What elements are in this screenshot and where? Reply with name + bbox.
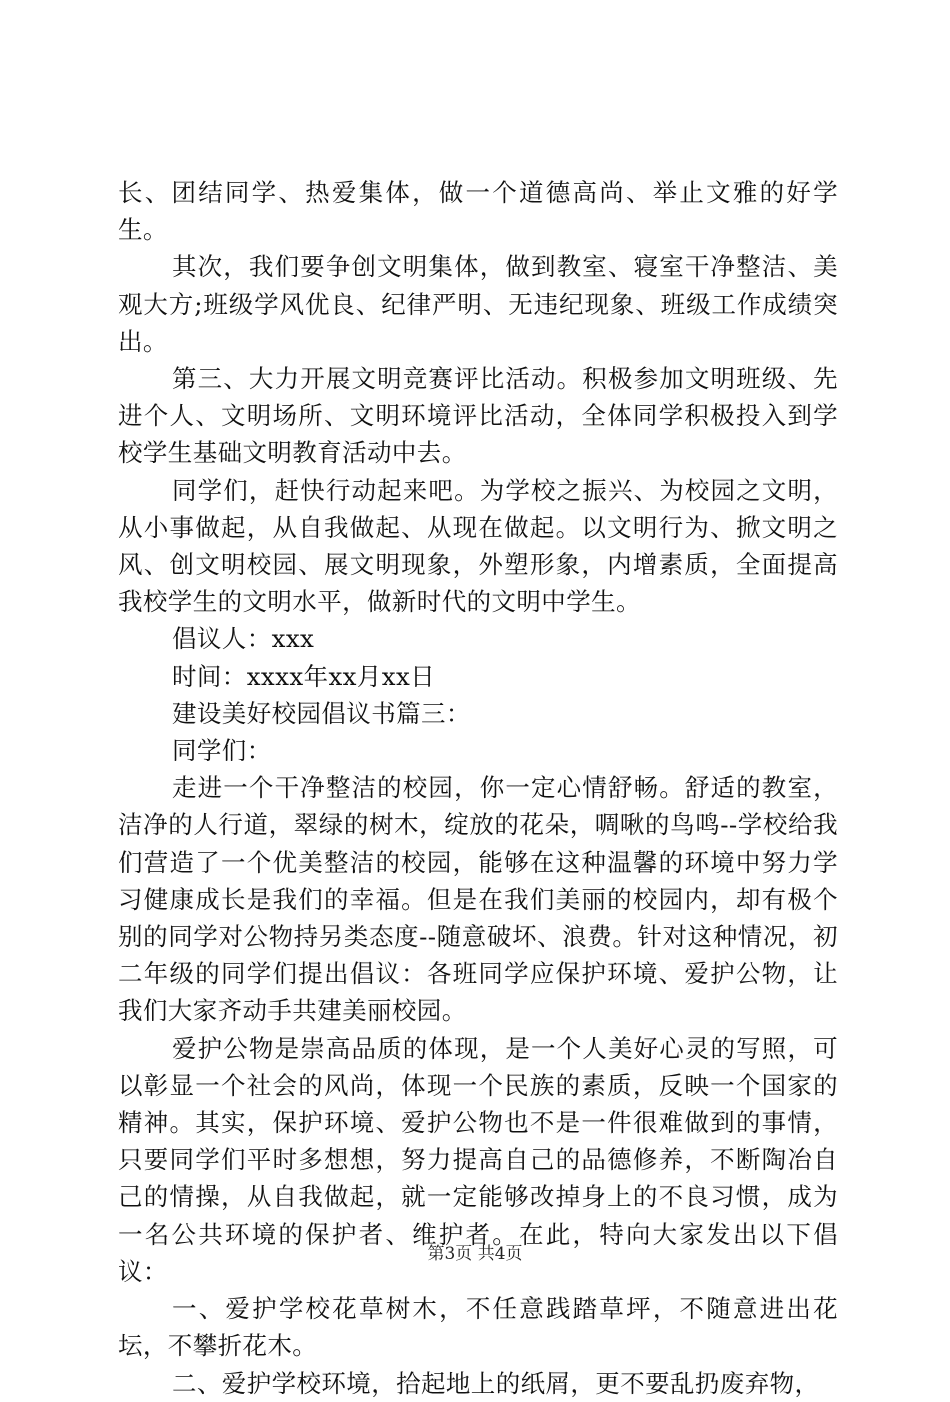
section-heading: 建设美好校园倡议书篇三： — [172, 698, 471, 728]
document-body — [118, 174, 838, 1402]
paragraph-2: 其次，我们要争创文明集体，做到教室、寝室干净整洁、美观大方;班级学风优良、纪律严明、无违纪现象、班级工作成绩突出。 — [118, 252, 838, 356]
date-line: 时间：xxxx年xx月xx日 — [172, 661, 436, 691]
initiator-line: 倡议人：xxx — [172, 624, 315, 654]
paragraph-9: 走进一个干净整洁的校园，你一定心情舒畅。舒适的教室，洁净的人行道，翠绿的树木，绽放的花朵，啁啾的鸟鸣--学校给我们营造了一个优美整洁的校园，能够在这种温馨的环境中努力学习健康成长是我们的幸福。但是在我们美丽的校园内，却有极个别的同学对公物持另类态度--随意破坏、浪费。针对这种情况，初二年级的同学们提出倡议：各班同学应保护环境、爱护公物，让我们大家齐动手共建美丽校园。 — [118, 773, 838, 1026]
page-number-footer: 第3页 共4页 — [427, 1244, 523, 1264]
paragraph-10: 爱护公物是崇高品质的体现，是一个人美好心灵的写照，可以彰显一个社会的风尚，体现一个民族的素质，反映一个国家的精神。其实，保护环境、爱护公物也不是一件很难做到的事情，只要同学们平时多想想，努力提高自己的品德修养，不断陶冶自己的情操，从自我做起，就一定能够改掉身上的不良习惯，成为一名公共环境的保护者、维护者。在此，特向大家发出以下倡议： — [118, 1033, 838, 1286]
paragraph-12: 二、爱护学校环境，拾起地上的纸屑，更不要乱扔废弃物， — [172, 1368, 820, 1398]
paragraph-1: 长、团结同学、热爱集体，做一个道德高尚、举止文雅的好学生。 — [118, 178, 838, 245]
paragraph-11: 一、爱护学校花草树木，不任意践踏草坪，不随意进出花坛，不攀折花木。 — [118, 1294, 838, 1361]
paragraph-3: 第三、大力开展文明竞赛评比活动。积极参加文明班级、先进个人、文明场所、文明环境评比活动，全体同学积极投入到学校学生基础文明教育活动中去。 — [118, 364, 838, 468]
paragraph-4: 同学们，赶快行动起来吧。为学校之振兴、为校园之文明，从小事做起，从自我做起、从现在做起。以文明行为、掀文明之风、创文明校园、展文明现象，外塑形象，内增素质，全面提高我校学生的文明水平，做新时代的文明中学生。 — [118, 475, 838, 617]
salutation: 同学们： — [172, 736, 272, 766]
